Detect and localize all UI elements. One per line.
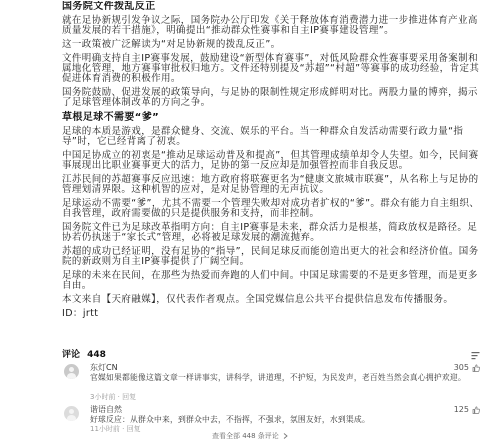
comment-item [62, 405, 480, 432]
article-paragraph: 足球的本质是游戏，是群众健身、交流、娱乐的平台。当一种群众自发活动需要行政力量“指导”时，它已经背离了初衷。 [62, 126, 464, 147]
article-id: ID：jrtt [62, 308, 99, 319]
article-paragraph: 足球的未来在民间，在那些为热爱而奔跑的人们中间。中国足球需要的不是更多管理，而是更多自由。 [62, 270, 478, 291]
comments-count: 448 [87, 350, 106, 360]
article-body [62, 1, 480, 343]
article-paragraph: 就在足协新规引发争议之际，国务院办公厅印发《关于释放体育消费潜力进一步推进体育产业高质量发展的若干措施》，明确提出“推动群众性赛事和自主IP赛事建设管理”。 [62, 15, 478, 36]
comment-top-row [90, 405, 480, 415]
comments-title: 评论 [62, 350, 81, 360]
section-heading-grassroots: 草根足球不需要“爹” [62, 112, 160, 123]
chevron-right-icon [283, 433, 288, 439]
thumbs-up-icon [472, 406, 480, 414]
article-paragraph: 中国足协成立的初衷是“推动足球运动普及和提高”，但其管理成绩单却令人失望。如今，民间赛事展现出比职业赛事更大的活力，足协的第一反应却是加强管控而非自我反思。 [62, 150, 479, 171]
article-paragraph: 江苏民间的苏超赛事反应迅速：地方政府将联赛更名为“健康文旅城市联赛”，从名称上与足协的管理划清界限。这种机智的应对，是对足协管理的无声抗议。 [62, 174, 479, 195]
comment-meta[interactable]: 11小时前 · 回复 [90, 425, 141, 432]
comment-meta[interactable]: 3小时前 · 回复 [90, 393, 137, 401]
like-count: 305 [453, 363, 469, 372]
thumbs-up-icon [472, 364, 480, 372]
comment-text: 官媒如果都能像这篇文章一样讲事实，讲科学，讲道理，不护短，为民发声，老百姓当然会真心拥护欢迎。 [90, 373, 466, 382]
view-all-label: 查看全部 448 条评论 [211, 432, 279, 440]
article-paragraph: 国务院鼓励、促进发展的政策导向，与足协的限制性规定形成鲜明对比。两股力量的博弈，揭示了足球管理体制改革的方向之争。 [62, 87, 478, 108]
article-paragraph: 这一政策被广泛解读为“对足协新规的拨乱反正”。 [62, 39, 281, 50]
view-all-comments-link[interactable] [0, 432, 500, 440]
article-paragraph: 足球运动不需要“爹”，尤其不需要一个管理失败却对成功者扩权的“爹”。群众有能力自主组织、自我管理，政府需要做的只是提供服务和支持，而非控制。 [62, 198, 480, 219]
user-avatar-icon[interactable] [64, 364, 79, 379]
like-button[interactable] [454, 363, 480, 373]
comment-text: 好球反应：从群众中来，到群众中去，不指挥，不强求，氛围友好，水到渠成。 [90, 415, 370, 424]
article-paragraph: 国务院文件已为足球改革指明方向：自主IP赛事是未来，群众活力是根基，简政放权是路径。足协若仍执迷于“家长式”管理，必将被足球发展的潮流抛弃。 [62, 222, 478, 243]
source-note: 本文来自【天府融媒】，仅代表作者观点。全国党媒信息公共平台提供信息发布传播服务。 [62, 294, 454, 305]
article-paragraph: 苏超的成功已经证明，没有足协的“指导”，民间足球反而能创造出更大的社会和经济价值。国务院的新政则为自主IP赛事提供了广阔空间。 [62, 246, 479, 267]
comments-header [62, 350, 480, 361]
comment-author[interactable]: 谐语自然 [90, 405, 122, 414]
comments-title-group [62, 350, 106, 361]
comment-author[interactable]: 东灯CN [90, 363, 118, 372]
sort-icon[interactable] [471, 351, 480, 360]
comment-item [62, 363, 480, 405]
like-count: 125 [453, 405, 469, 414]
like-button[interactable] [454, 405, 480, 415]
comment-body [90, 405, 480, 432]
comments-section [62, 344, 480, 432]
user-avatar-icon[interactable] [64, 406, 79, 421]
comment-top-row [90, 363, 480, 373]
comment-body [90, 363, 480, 405]
section-heading-policy: 国务院文件拨乱反正 [62, 1, 156, 12]
article-paragraph: 文件明确支持自主IP赛事发展，鼓励建设“新型体育赛事”，对低风险群众性赛事要采用备案制和属地化管理，地方赛事审批权归地方。文件还特别提及“苏超”“村超”等赛事的成功经验，肯定其促进体育消费的积极作用。 [62, 53, 480, 84]
